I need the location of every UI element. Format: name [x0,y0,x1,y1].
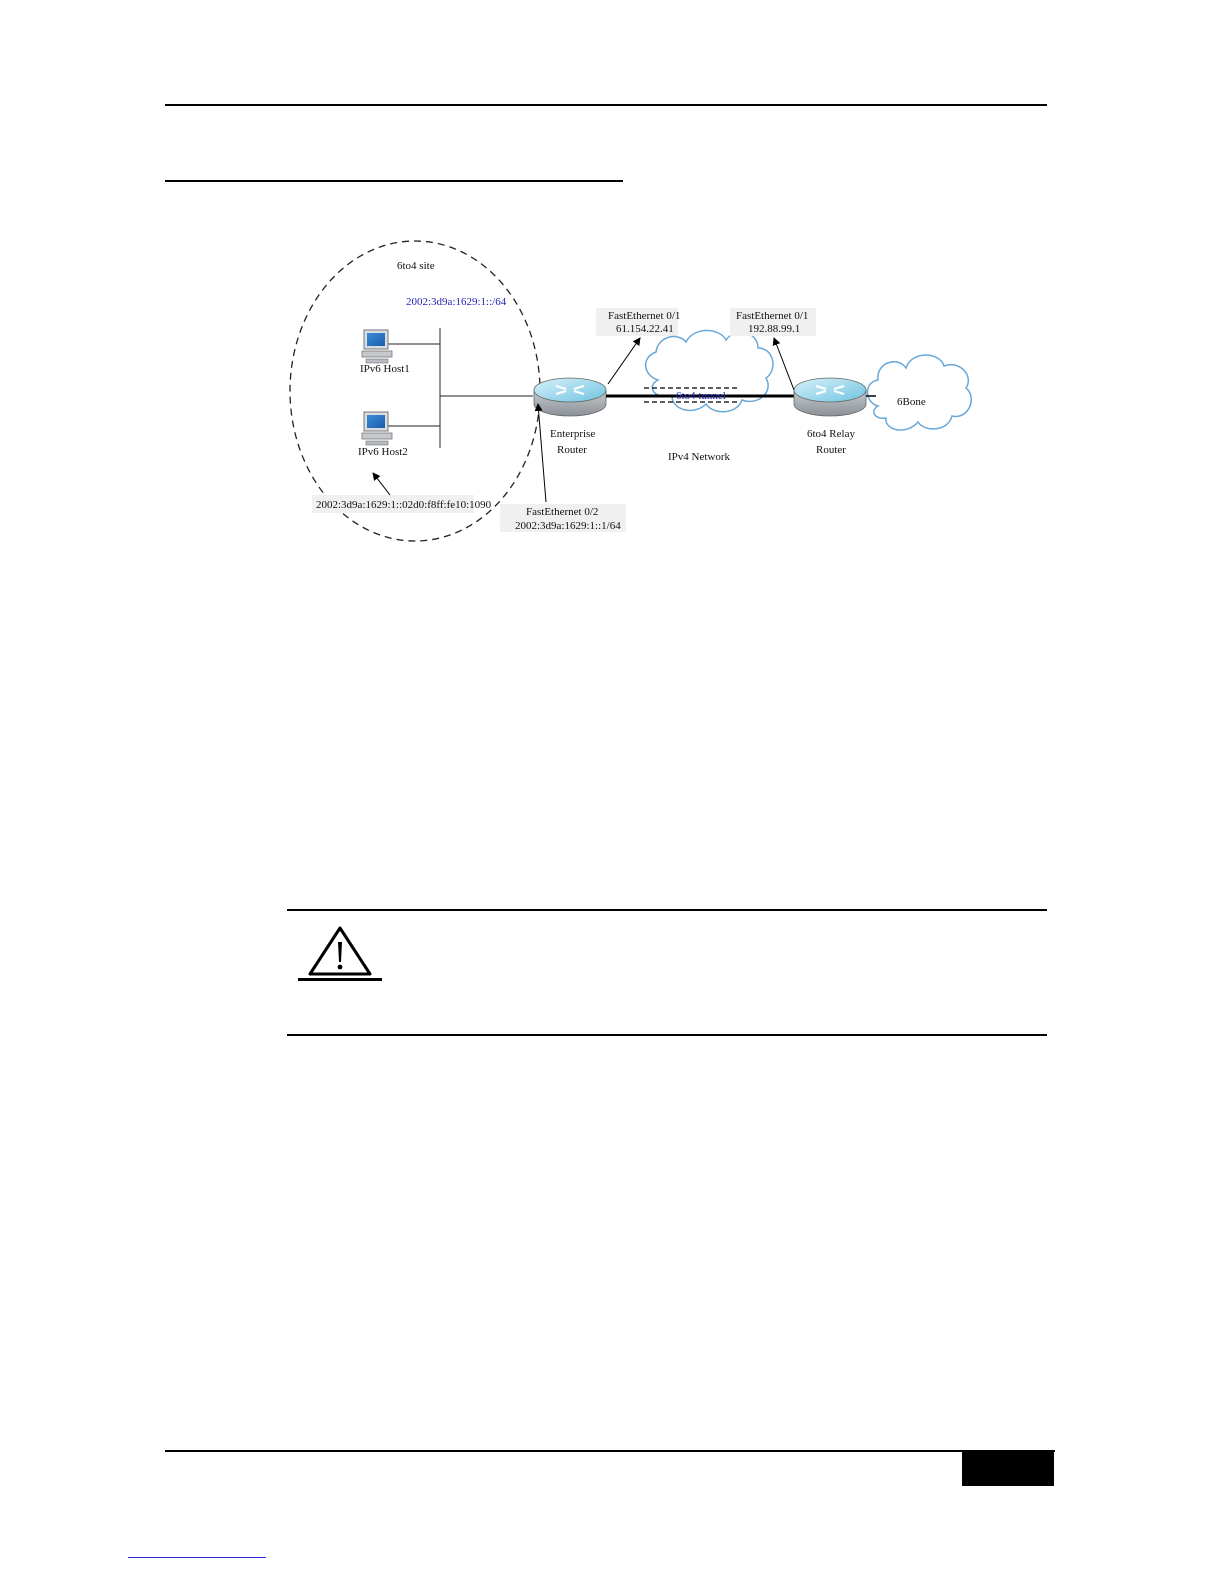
relay-router-label-2: Router [816,444,846,456]
cloud-icon [868,355,972,430]
router-icon [534,378,606,416]
warning-triangle-icon [298,924,382,984]
enterprise-fe02-address: 2002:3d9a:1629:1::1/64 [515,520,621,532]
prefix-label: 2002:3d9a:1629:1::/64 [406,296,507,308]
enterprise-fe01-address: 61.154.22.41 [616,323,674,335]
enterprise-fe01-arrow [608,338,640,384]
site-label: 6to4 site [397,260,435,272]
router-icon [794,378,866,416]
enterprise-router-label-1: Enterprise [550,428,596,440]
caution-top-rule [287,909,1047,911]
enterprise-fe02-arrow [538,404,546,502]
page-number-box [962,1452,1054,1486]
host2-address: 2002:3d9a:1629:1::02d0:f8ff:fe10:1090 [316,499,492,511]
footer-link-underline[interactable] [128,1557,266,1558]
enterprise-router-label-2: Router [557,444,587,456]
caution-bottom-rule [287,1034,1047,1036]
relay-fe01-arrow [774,338,794,390]
relay-fe01-address: 192.88.99.1 [748,323,801,335]
tunnel-label: 6to4 tunnel [676,390,726,402]
section-rule [165,180,623,182]
host2-label: IPv6 Host2 [358,446,408,458]
enterprise-fe01-name: FastEthernet 0/1 [608,310,681,322]
sixbone-label: 6Bone [897,396,926,408]
host1-label: IPv6 Host1 [360,363,410,375]
ipv4-network-label: IPv4 Network [668,451,731,463]
footer-rule [165,1450,1055,1452]
header-rule [165,104,1047,106]
enterprise-fe02-name: FastEthernet 0/2 [526,506,599,518]
computer-icon [362,330,392,363]
relay-router-label-1: 6to4 Relay [807,428,855,440]
host2-address-arrow [373,473,390,495]
relay-fe01-name: FastEthernet 0/1 [736,310,809,322]
computer-icon [362,412,392,445]
network-topology-diagram [280,230,990,550]
